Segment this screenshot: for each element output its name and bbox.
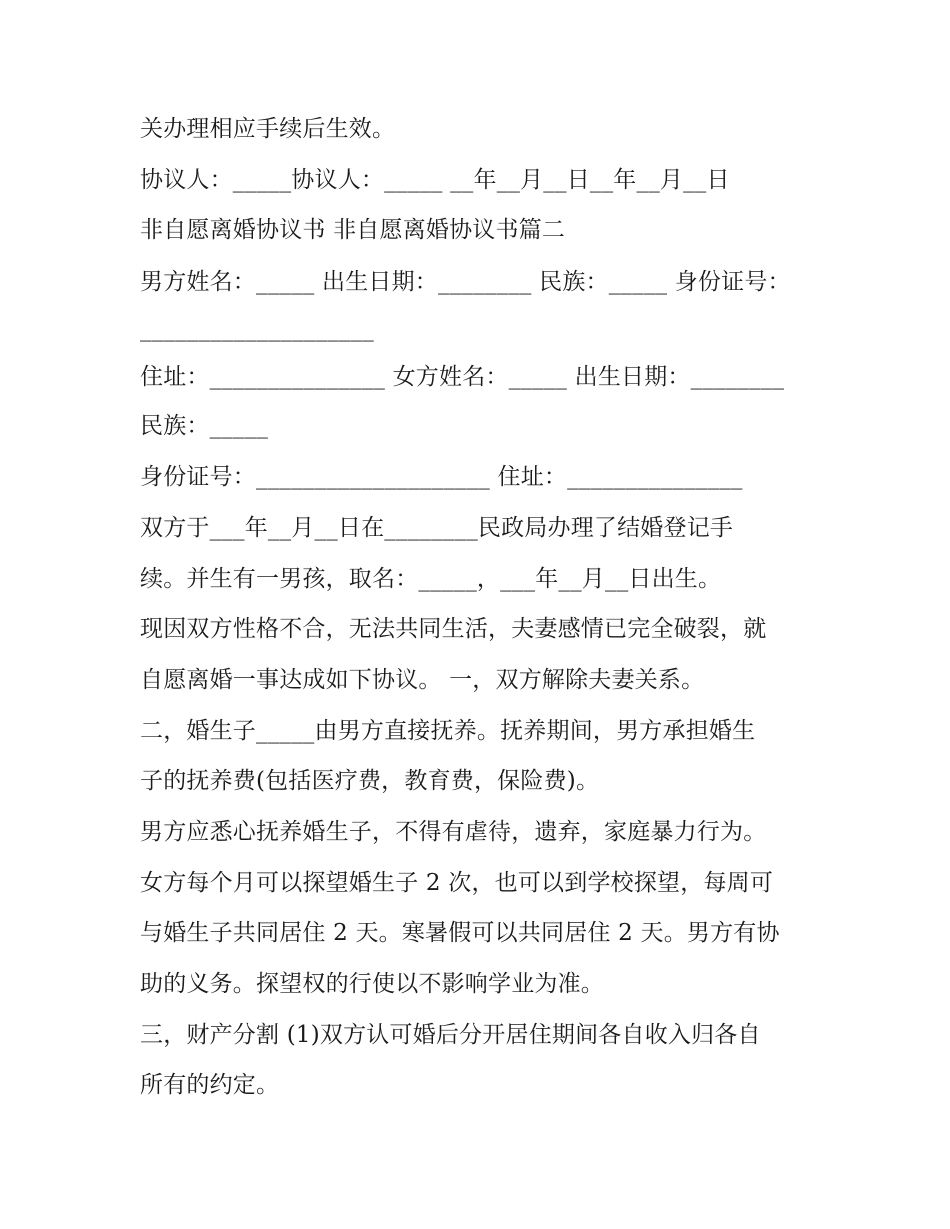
text-line: 关办理相应手续后生效。: [140, 116, 396, 142]
text-line: 与婚生子共同居住 2 天。寒暑假可以共同居住 2 天。男方有协: [140, 920, 780, 946]
text-line: 助的义务。探望权的行使以不影响学业为准。: [140, 971, 604, 997]
text-line: 双方于___年__月__日在________民政局办理了结婚登记手: [140, 515, 734, 541]
text-line: 非自愿离婚协议书 非自愿离婚协议书篇二: [140, 217, 566, 243]
text-line: 男方姓名：_____ 出生日期：________ 民族：_____ 身份证号：: [140, 269, 791, 295]
text-line: 自愿离婚一事达成如下协议。 一，双方解除夫妻关系。: [140, 667, 705, 693]
text-line: 三，财产分割 (1)双方认可婚后分开居住期间各自收入归各自: [140, 1022, 761, 1048]
text-line: 住址：_______________ 女方姓名：_____ 出生日期：________: [140, 364, 785, 390]
text-line: 子的抚养费(包括医疗费，教育费，保险费)。: [140, 768, 600, 794]
text-line: 男方应悉心抚养婚生子，不得有虐待，遗弃，家庭暴力行为。: [140, 819, 767, 845]
text-line: 女方每个月可以探望婚生子 2 次，也可以到学校探望，每周可: [140, 870, 774, 896]
text-line: 民族：_____: [140, 413, 269, 439]
text-line: 续。并生有一男孩，取名：_____，___年__月__日出生。: [140, 566, 722, 592]
text-line: ____________________: [140, 316, 374, 342]
text-line: 现因双方性格不合，无法共同生活，夫妻感情已完全破裂，就: [140, 616, 767, 642]
text-line: 身份证号：____________________ 住址：_______________: [140, 464, 743, 490]
text-line: 二，婚生子_____由男方直接抚养。抚养期间，男方承担婚生: [140, 718, 756, 744]
text-line: 协议人：_____协议人：_____ __年__月__日__年__月__日: [140, 167, 730, 193]
text-line: 所有的约定。: [140, 1072, 280, 1098]
